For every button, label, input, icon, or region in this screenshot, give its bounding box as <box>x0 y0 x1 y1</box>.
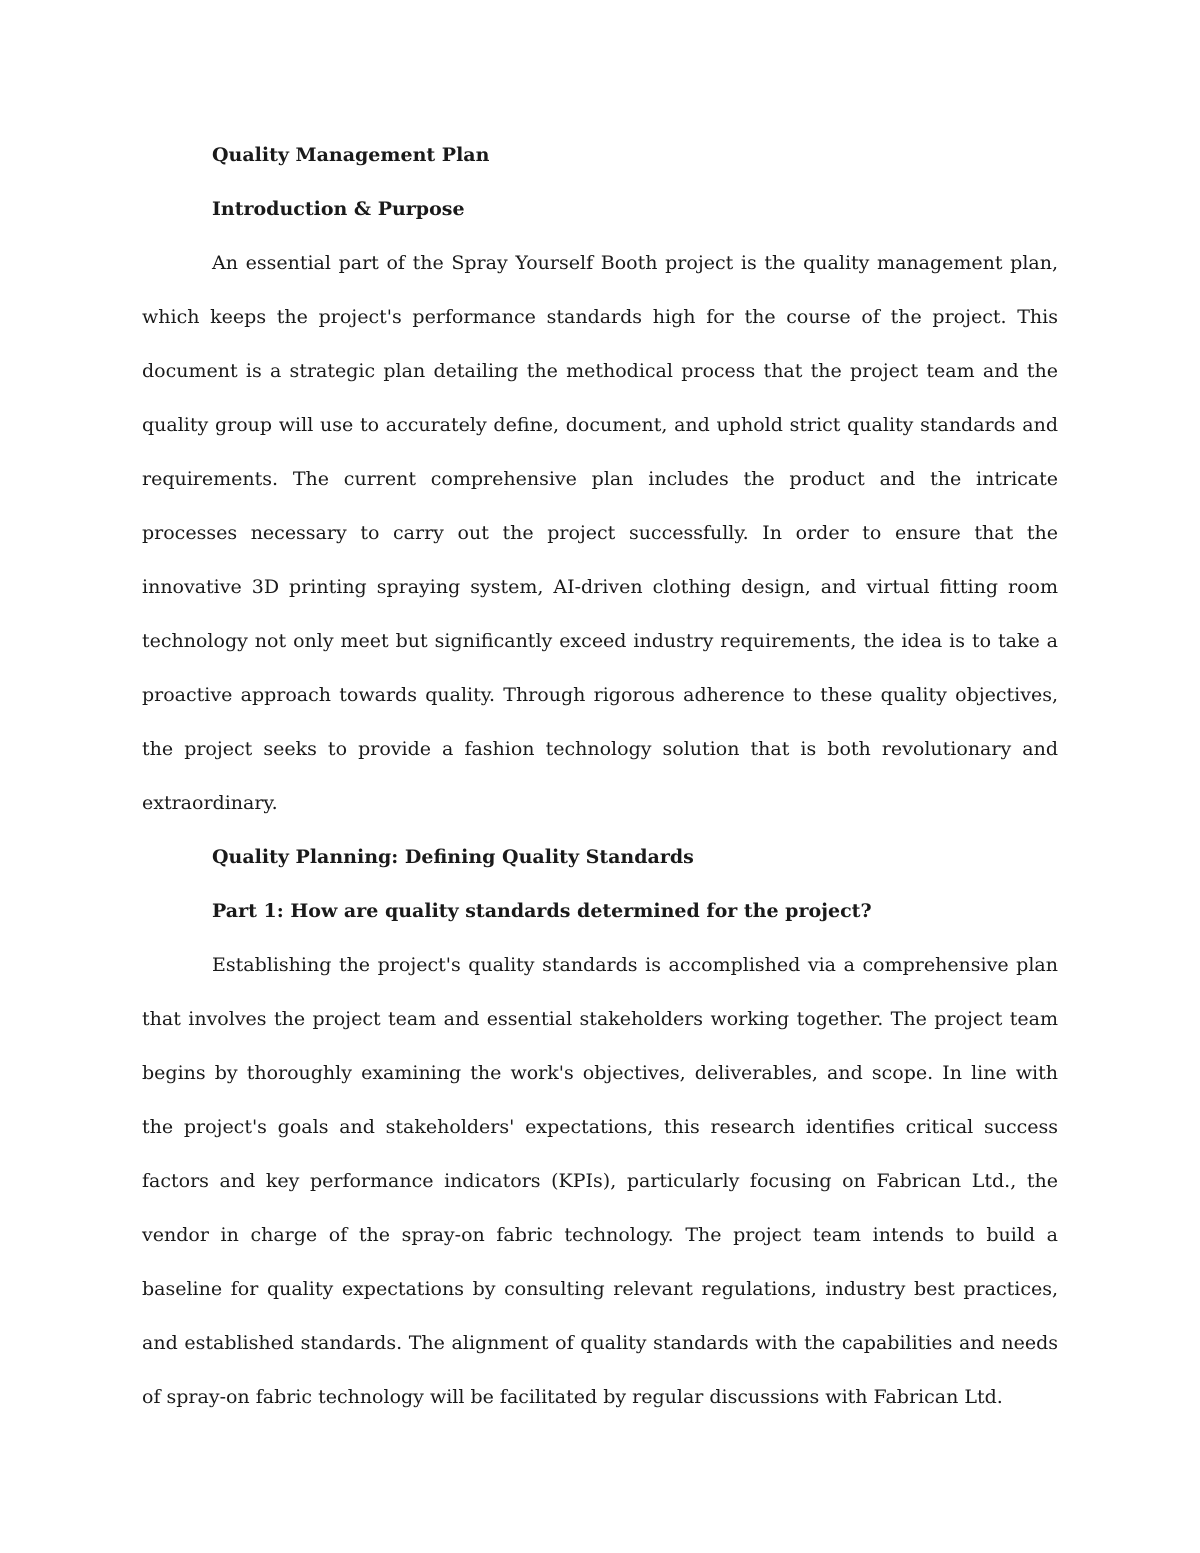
quality-standards-paragraph: Establishing the project's quality standards is accomplished via a comprehensive plan that involves the project team and essential stakeholders working together. The project team begins by thoroughly examining the work's objectives, deliverables, and scope. In line with the project's goals and stakeholders' expectations, this research identifies critical success factors and key performance indicators (KPIs), particularly focusing on Fabrican Ltd., the vendor in charge of the spray-on fabric technology. The project team intends to build a baseline for quality expectations by consulting relevant regulations, industry best practices, and established standards. The alignment of quality standards with the capabilities and needs of spray-on fabric technology will be facilitated by regular discussions with Fabrican Ltd. <box>142 954 1058 1408</box>
section-heading-introduction: Introduction & Purpose <box>212 198 465 220</box>
section-heading-quality-planning: Quality Planning: Defining Quality Standards <box>212 846 694 868</box>
subheading-part-1: Part 1: How are quality standards determined for the project? <box>212 900 872 922</box>
introduction-paragraph: An essential part of the Spray Yourself Booth project is the quality management plan, which keeps the project's performance standards high for the course of the project. This document is a strategic plan detailing the methodical process that the project team and the quality group will use to accurately define, document, and uphold strict quality standards and requirements. The current comprehensive plan includes the product and the intricate processes necessary to carry out the project successfully. In order to ensure that the innovative 3D printing spraying system, AI-driven clothing design, and virtual fitting room technology not only meet but significantly exceed industry requirements, the idea is to take a proactive approach towards quality. Through rigorous adherence to these quality objectives, the project seeks to provide a fashion technology solution that is both revolutionary and extraordinary. <box>142 252 1058 814</box>
document-title: Quality Management Plan <box>212 144 490 166</box>
document-page <box>142 128 1058 1424</box>
